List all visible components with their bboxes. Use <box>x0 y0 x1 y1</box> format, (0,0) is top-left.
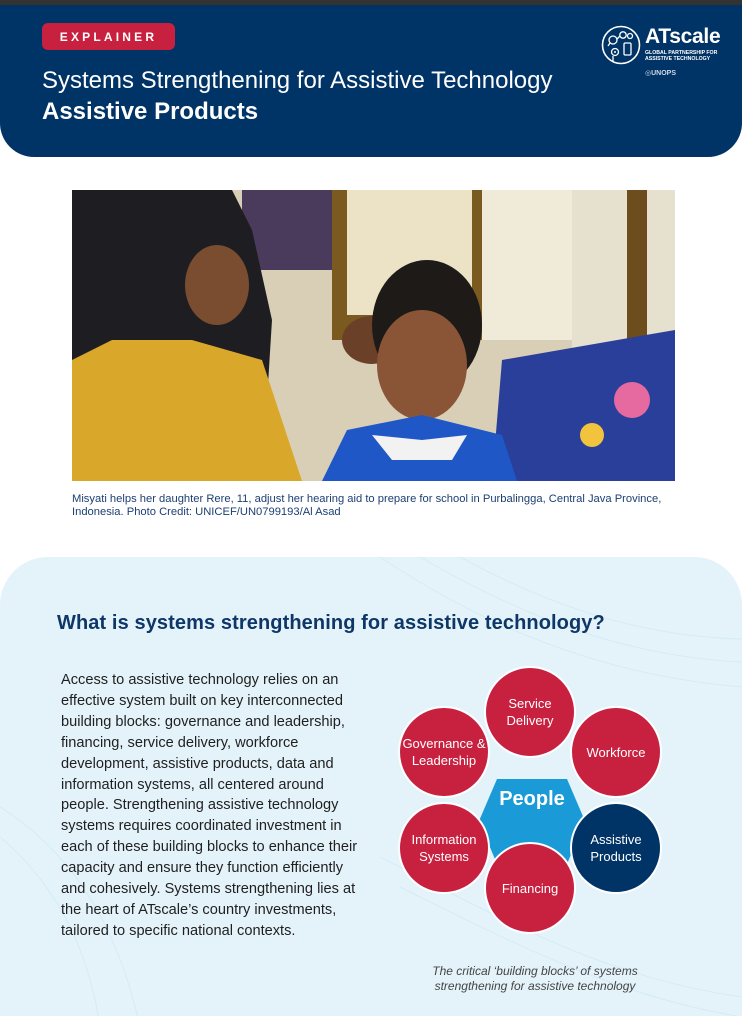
explainer-badge: EXPLAINER <box>42 23 175 50</box>
photo-illustration <box>72 190 675 481</box>
node-governance-leadership: Governance & Leadership <box>398 706 490 798</box>
section-body: Access to assistive technology relies on an effective system built on key interconnected building blocks: governance and leadership, financing, service delivery, workforce development, assistive products, data and information systems, all centered around people. Strengthening assistive technology systems requires coordinated investment in each of these building blocks to enhance their capacity and ensure they function efficiently and cohesively. Systems strengthening lies at the heart of ATscale’s country investments, tailored to specific national contexts. <box>61 672 358 939</box>
page-title: Systems Strengthening for Assistive Technology <box>42 67 553 94</box>
atscale-logo <box>601 25 731 85</box>
node-information-systems: Information Systems <box>398 802 490 894</box>
header-banner <box>0 5 742 157</box>
un-emblem-icon: ◎ <box>645 70 652 77</box>
diagram-caption: The critical ‘building blocks’ of systems strengthening for assistive technology <box>432 964 638 993</box>
people-label: People <box>499 788 565 810</box>
unops-logo <box>645 69 676 77</box>
info-panel <box>0 557 742 1016</box>
photo-caption: Misyati helps her daughter Rere, 11, adjust her hearing aid to prepare for school in Purbalingga, Central Java Province, Indonesia. Photo Credit: UNICEF/UN0799193/Al Asad <box>72 493 662 518</box>
logo-tagline: GLOBAL PARTNERSHIP FOR ASSISTIVE TECHNOLOGY <box>645 50 718 62</box>
logo-wordmark: ATscale <box>645 25 721 48</box>
node-workforce: Workforce <box>570 706 662 798</box>
section-heading: What is systems strengthening for assistive technology? <box>57 612 605 634</box>
building-blocks-diagram <box>390 657 680 947</box>
atscale-logo-icon <box>601 25 641 65</box>
node-service-delivery: Service Delivery <box>484 666 576 758</box>
hero-photo <box>72 190 675 481</box>
node-financing: Financing <box>484 842 576 934</box>
unops-label: UNOPS <box>651 70 677 77</box>
page-subtitle: Assistive Products <box>42 98 259 125</box>
node-assistive-products: Assistive Products <box>570 802 662 894</box>
